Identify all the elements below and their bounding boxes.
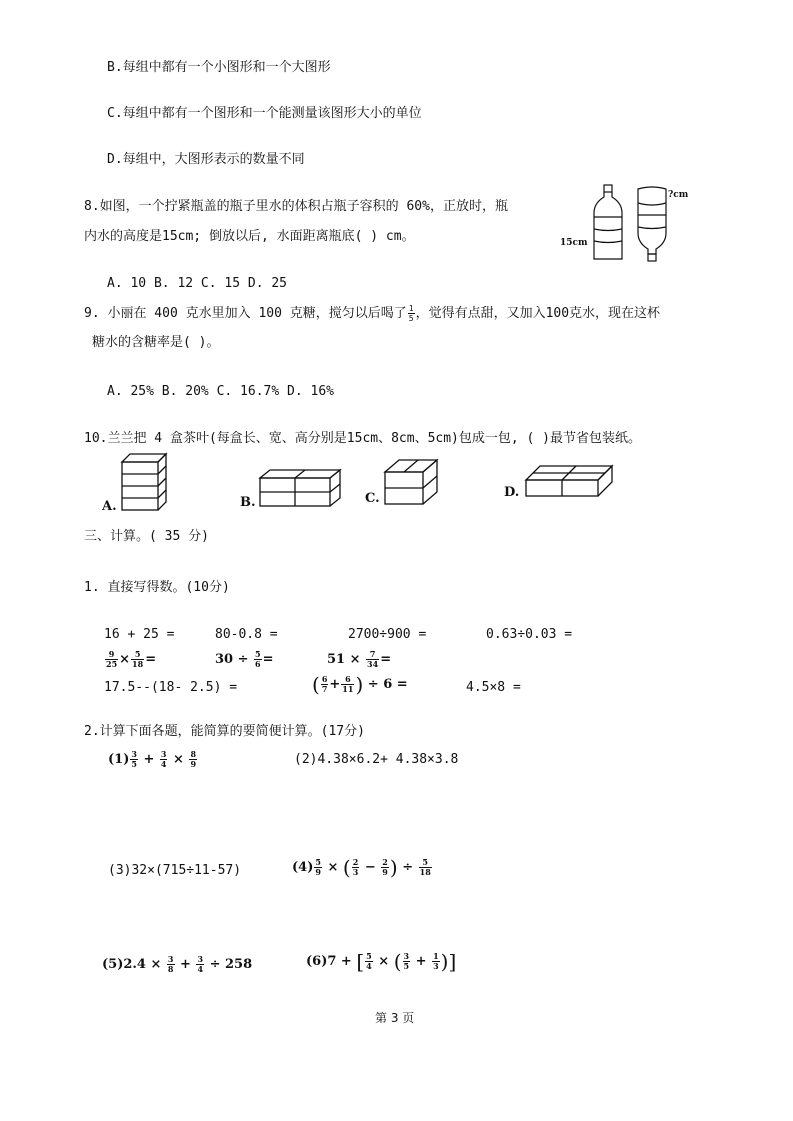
q9-line1-b: ，觉得有点甜，又加入100克水，现在这杯 [415,306,661,321]
problem-6: (6)7 + [ $\frac{5}{4}$ × ( $\frac{3}{5}$ + $\frac{1}{3}$ )] [306,949,457,974]
q9-fraction: $\frac{1}{5}$ [408,304,414,323]
bottle-label-right: ?cm [668,190,689,200]
q10-label-c: C. [365,491,380,506]
q10-text: 10.兰兰把 4 盒茶叶(每盒长、宽、高分别是15cm、8cm、5cm)包成一包, ( )最节省包装纸。 [84,431,642,446]
r1-c: 2700÷900 = [348,627,427,642]
r1-d: 0.63÷0.03 = [486,627,573,642]
page-number: 第 3 页 [375,1011,415,1025]
bottle-label-left: 15cm [560,238,588,248]
q10-figure-d [504,464,616,502]
r3-c: 4.5×8 = [466,680,521,695]
q9-line1-a: 9. 小丽在 400 克水里加入 100 克糖，搅匀以后喝了 [84,306,407,321]
r3-b: ( $\frac{6}{7}$ + $\frac{6}{11}$ ) ÷ 6 = [312,672,408,697]
q8-line2: 内水的高度是15cm; 倒放以后, 水面距离瓶底( ) cm。 [84,229,415,244]
q10-figure-c [365,458,445,508]
q10-figure-b [238,466,348,512]
problem-4: (4) $\frac{5}{9}$ × ( $\frac{2}{3}$ − $\frac{2}{9}$ ) ÷ $\frac{5}{18}$ [292,855,431,880]
q8-options: A. 10 B. 12 C. 15 D. 25 [107,276,288,291]
q7-option-d: D.每组中，大图形表示的数量不同 [107,152,305,167]
r2-c: 51 × $\frac{7}{34}$ = [327,649,392,669]
r2-a: $\frac{9}{25}$ × $\frac{5}{18}$ = [106,649,157,669]
q8-line1: 8.如图，一个拧紧瓶盖的瓶子里水的体积占瓶子容积的 60%，正放时，瓶 [84,199,508,214]
section3-sub2: 2.计算下面各题，能简算的要简便计算。(17分) [84,724,365,739]
problem-2: (2)4.38×6.2+ 4.38×3.8 [294,752,459,767]
bottle-figure [560,183,700,263]
q9-line2: 糖水的含糖率是( )。 [92,335,220,350]
section3-sub1: 1. 直接写得数。(10分) [84,580,230,595]
q9-line1 [84,304,660,323]
q9-options: A. 25% B. 20% C. 16.7% D. 16% [107,384,334,399]
q10-label-b: B. [240,495,256,510]
problem-1: (1) $\frac{3}{5}$ + $\frac{3}{4}$ × $\frac{8}{9}$ [108,749,197,769]
problem-3: (3)32×(715÷11-57) [108,863,242,878]
q10-figure-a [100,450,180,512]
r1-b: 80-0.8 = [215,627,278,642]
r3-a: 17.5--(18- 2.5) = [104,680,238,695]
section3-title: 三、计算。( 35 分) [84,529,209,544]
q7-option-b: B.每组中都有一个小图形和一个大图形 [107,60,331,75]
q10-label-d: D. [504,485,520,500]
problem-5: (5)2.4 × $\frac{3}{8}$ + $\frac{3}{4}$ ÷ 258 [102,954,253,974]
q10-label-a: A. [102,499,117,512]
r2-b: 30 ÷ $\frac{5}{6}$ = [215,649,274,669]
r1-a: 16 + 25 = [104,627,175,642]
q7-option-c: C.每组中都有一个图形和一个能测量该图形大小的单位 [107,106,422,121]
